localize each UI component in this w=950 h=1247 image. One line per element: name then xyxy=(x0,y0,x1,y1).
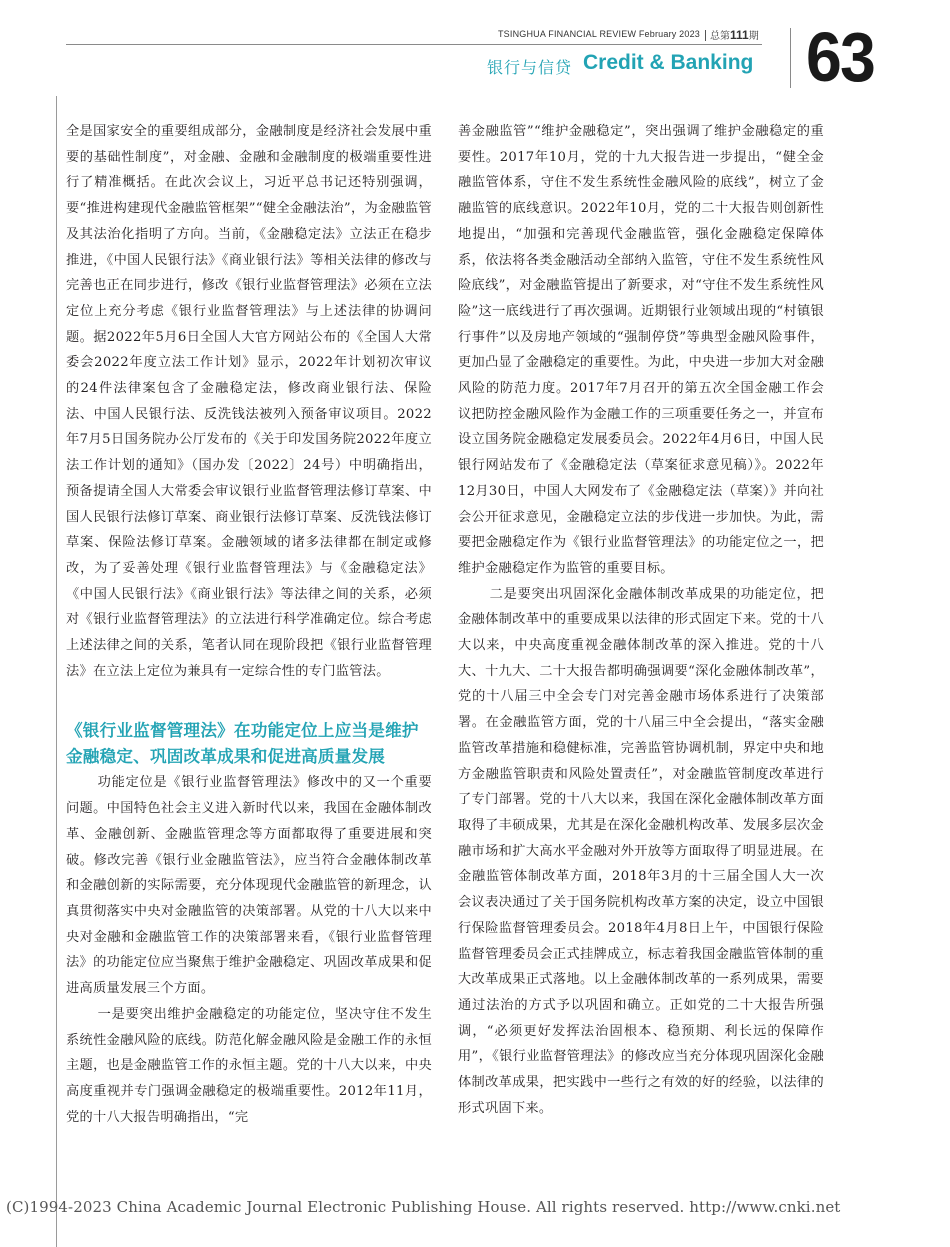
left-column xyxy=(66,119,432,1130)
right-column xyxy=(458,119,824,1121)
margin-rule xyxy=(56,96,57,1247)
issue-suffix: 期 xyxy=(748,31,759,42)
page-number: 63 xyxy=(806,18,874,96)
journal-name: TSINGHUA FINANCIAL REVIEW February 2023 xyxy=(497,29,700,39)
page-header xyxy=(0,0,950,100)
body-paragraph: 善金融监管”“维护金融稳定”，突出强调了维护金融稳定的重要性。2017年10月，党的十九大报告进一步提出，“健全金融监管体系，守住不发生系统性金融风险的底线”，树立了金融监管的底线意识。2022年10月，党的二十大报告则创新性地提出，“加强和完善现代金融监管，强化金融稳定保障体系，依法将各类金融活动全部纳入监管，守住不发生系统性风险底线”，对金融监管提出了新要求，对“守住不发生系统性风险”这一底线进行了再次强调。近期银行业领域出现的“村镇银行事件”以及房地产领域的“强制停贷”等典型金融风险事件，更加凸显了金融稳定的重要性。为此，中央进一步加大对金融风险的防范力度。2017年7月召开的第五次全国金融工作会议把防控金融风险作为金融工作的三项重要任务之一，并宣布设立国务院金融稳定发展委员会。2022年4月6日，中国人民银行网站发布了《金融稳定法（草案征求意见稿）》。2022年12月30日，中国人大网发布了《金融稳定法（草案）》并向社会公开征求意见，金融稳定立法的步伐进一步加快。为此，需要把金融稳定作为《银行业监督管理法》的功能定位之一，把维护金融稳定作为监管的重要目标。 xyxy=(458,124,824,576)
issue-prefix: 总第 xyxy=(710,31,730,42)
copyright-footer: (C)1994-2023 China Academic Journal Electronic Publishing House. All rights reserved. http://www.cnki.net xyxy=(6,1198,841,1216)
body-paragraph: 二是要突出巩固深化金融体制改革成果的功能定位，把金融体制改革中的重要成果以法律的形式固定下来。党的十八大以来，中央高度重视金融体制改革的深入推进。党的十八大、十九大、二十大报告都明确强调要“深化金融体制改革”，党的十八届三中全会专门对完善金融市场体系进行了决策部署。在金融监管方面，党的十八届三中全会提出，“落实金融监管改革措施和稳健标准，完善监管协调机制，界定中央和地方金融监管职责和风险处置责任”，对金融监管制度改革进行了专门部署。党的十八大以来，我国在深化金融体制改革方面取得了丰硕成果，尤其是在深化金融机构改革、发展多层次金融市场和扩大高水平金融对外开放等方面取得了明显进展。在金融监管体制改革方面，2018年3月的十三届全国人大一次会议表决通过了关于国务院机构改革方案的决定，设立中国银行保险监督管理委员会。2018年4月8日上午，中国银行保险监督管理委员会正式挂牌成立，标志着我国金融监管体制的重大改革成果正式落地。以上金融体制改革的一系列成果，需要通过法治的方式予以巩固和确立。正如党的二十大报告所强调，“必须更好发挥法治固根本、稳预期、利长远的保障作用”，《银行业监督管理法》的修改应当充分体现巩固深化金融体制改革成果，把实践中一些行之有效的好的经验，以法律的形式巩固下来。 xyxy=(458,586,824,1116)
body-paragraph: 一是要突出维护金融稳定的功能定位，坚决守住不发生系统性金融风险的底线。防范化解金融风险是金融工作的永恒主题，也是金融监管工作的永恒主题。党的十八大以来，中央高度重视并专门强调金融稳定的极端重要性。2012年11月，党的十八大报告明确指出，“完 xyxy=(66,1006,432,1125)
issue-value: 111 xyxy=(730,28,749,42)
issue-number xyxy=(710,27,759,42)
header-separator xyxy=(705,30,706,41)
body-paragraph: 功能定位是《银行业监督管理法》修改中的又一个重要问题。中国特色社会主义进入新时代以来，我国在金融体制改革、金融创新、金融监管理念等方面都取得了重要进展和突破。修改完善《银行业金融监管法》，应当符合金融体制改革和金融创新的实际需要，充分体现现代金融监管的新理念，认真贯彻落实中央对金融监管的决策部署。从党的十八大以来中央对金融和金融监管工作的决策部署来看，《银行业监督管理法》的功能定位应当聚焦于维护金融稳定、巩固改革成果和促进高质量发展三个方面。 xyxy=(66,775,432,997)
column-name-cn: 银行与信贷 xyxy=(487,58,573,77)
column-name-en: Credit & Banking xyxy=(583,51,754,74)
section-heading: 《银行业监督管理法》在功能定位上应当是维护金融稳定、巩固改革成果和促进高质量发展 xyxy=(66,721,419,767)
body-paragraph: 全是国家安全的重要组成部分，金融制度是经济社会发展中重要的基础性制度”，对金融、金融和金融制度的极端重要性进行了精准概括。在此次会议上，习近平总书记还特别强调，要“推进构建现代金融监管框架”“健全金融法治”，为金融监管及其法治化指明了方向。当前，《金融稳定法》立法正在稳步推进，《中国人民银行法》《商业银行法》等相关法律的修改与完善也正在同步进行，修改《银行业监督管理法》必须在立法定位上充分考虑《银行业监督管理法》与上述法律的协调问题。据2022年5月6日全国人大官方网站公布的《全国人大常委会2022年度立法工作计划》显示，2022年计划初次审议的24件法律案包含了金融稳定法，修改商业银行法、保险法、中国人民银行法、反洗钱法被列入预备审议项目。2022年7月5日国务院办公厅发布的《关于印发国务院2022年度立法工作计划的通知》（国办发〔2022〕24号）中明确指出，预备提请全国人大常委会审议银行业监督管理法修订草案、中国人民银行法修订草案、商业银行法修订草案、反洗钱法修订草案、保险法修订草案。金融领域的诸多法律都在制定或修改，为了妥善处理《银行业监督管理法》与《金融稳定法》《中国人民银行法》《商业银行法》等法律之间的关系，必须对《银行业监督管理法》的立法进行科学准确定位。综合考虑上述法律之间的关系，笔者认同在现阶段把《银行业监督管理法》在立法上定位为兼具有一定综合性的专门监管法。 xyxy=(66,124,432,679)
header-rule xyxy=(66,44,762,45)
header-vertical-rule xyxy=(790,28,791,88)
